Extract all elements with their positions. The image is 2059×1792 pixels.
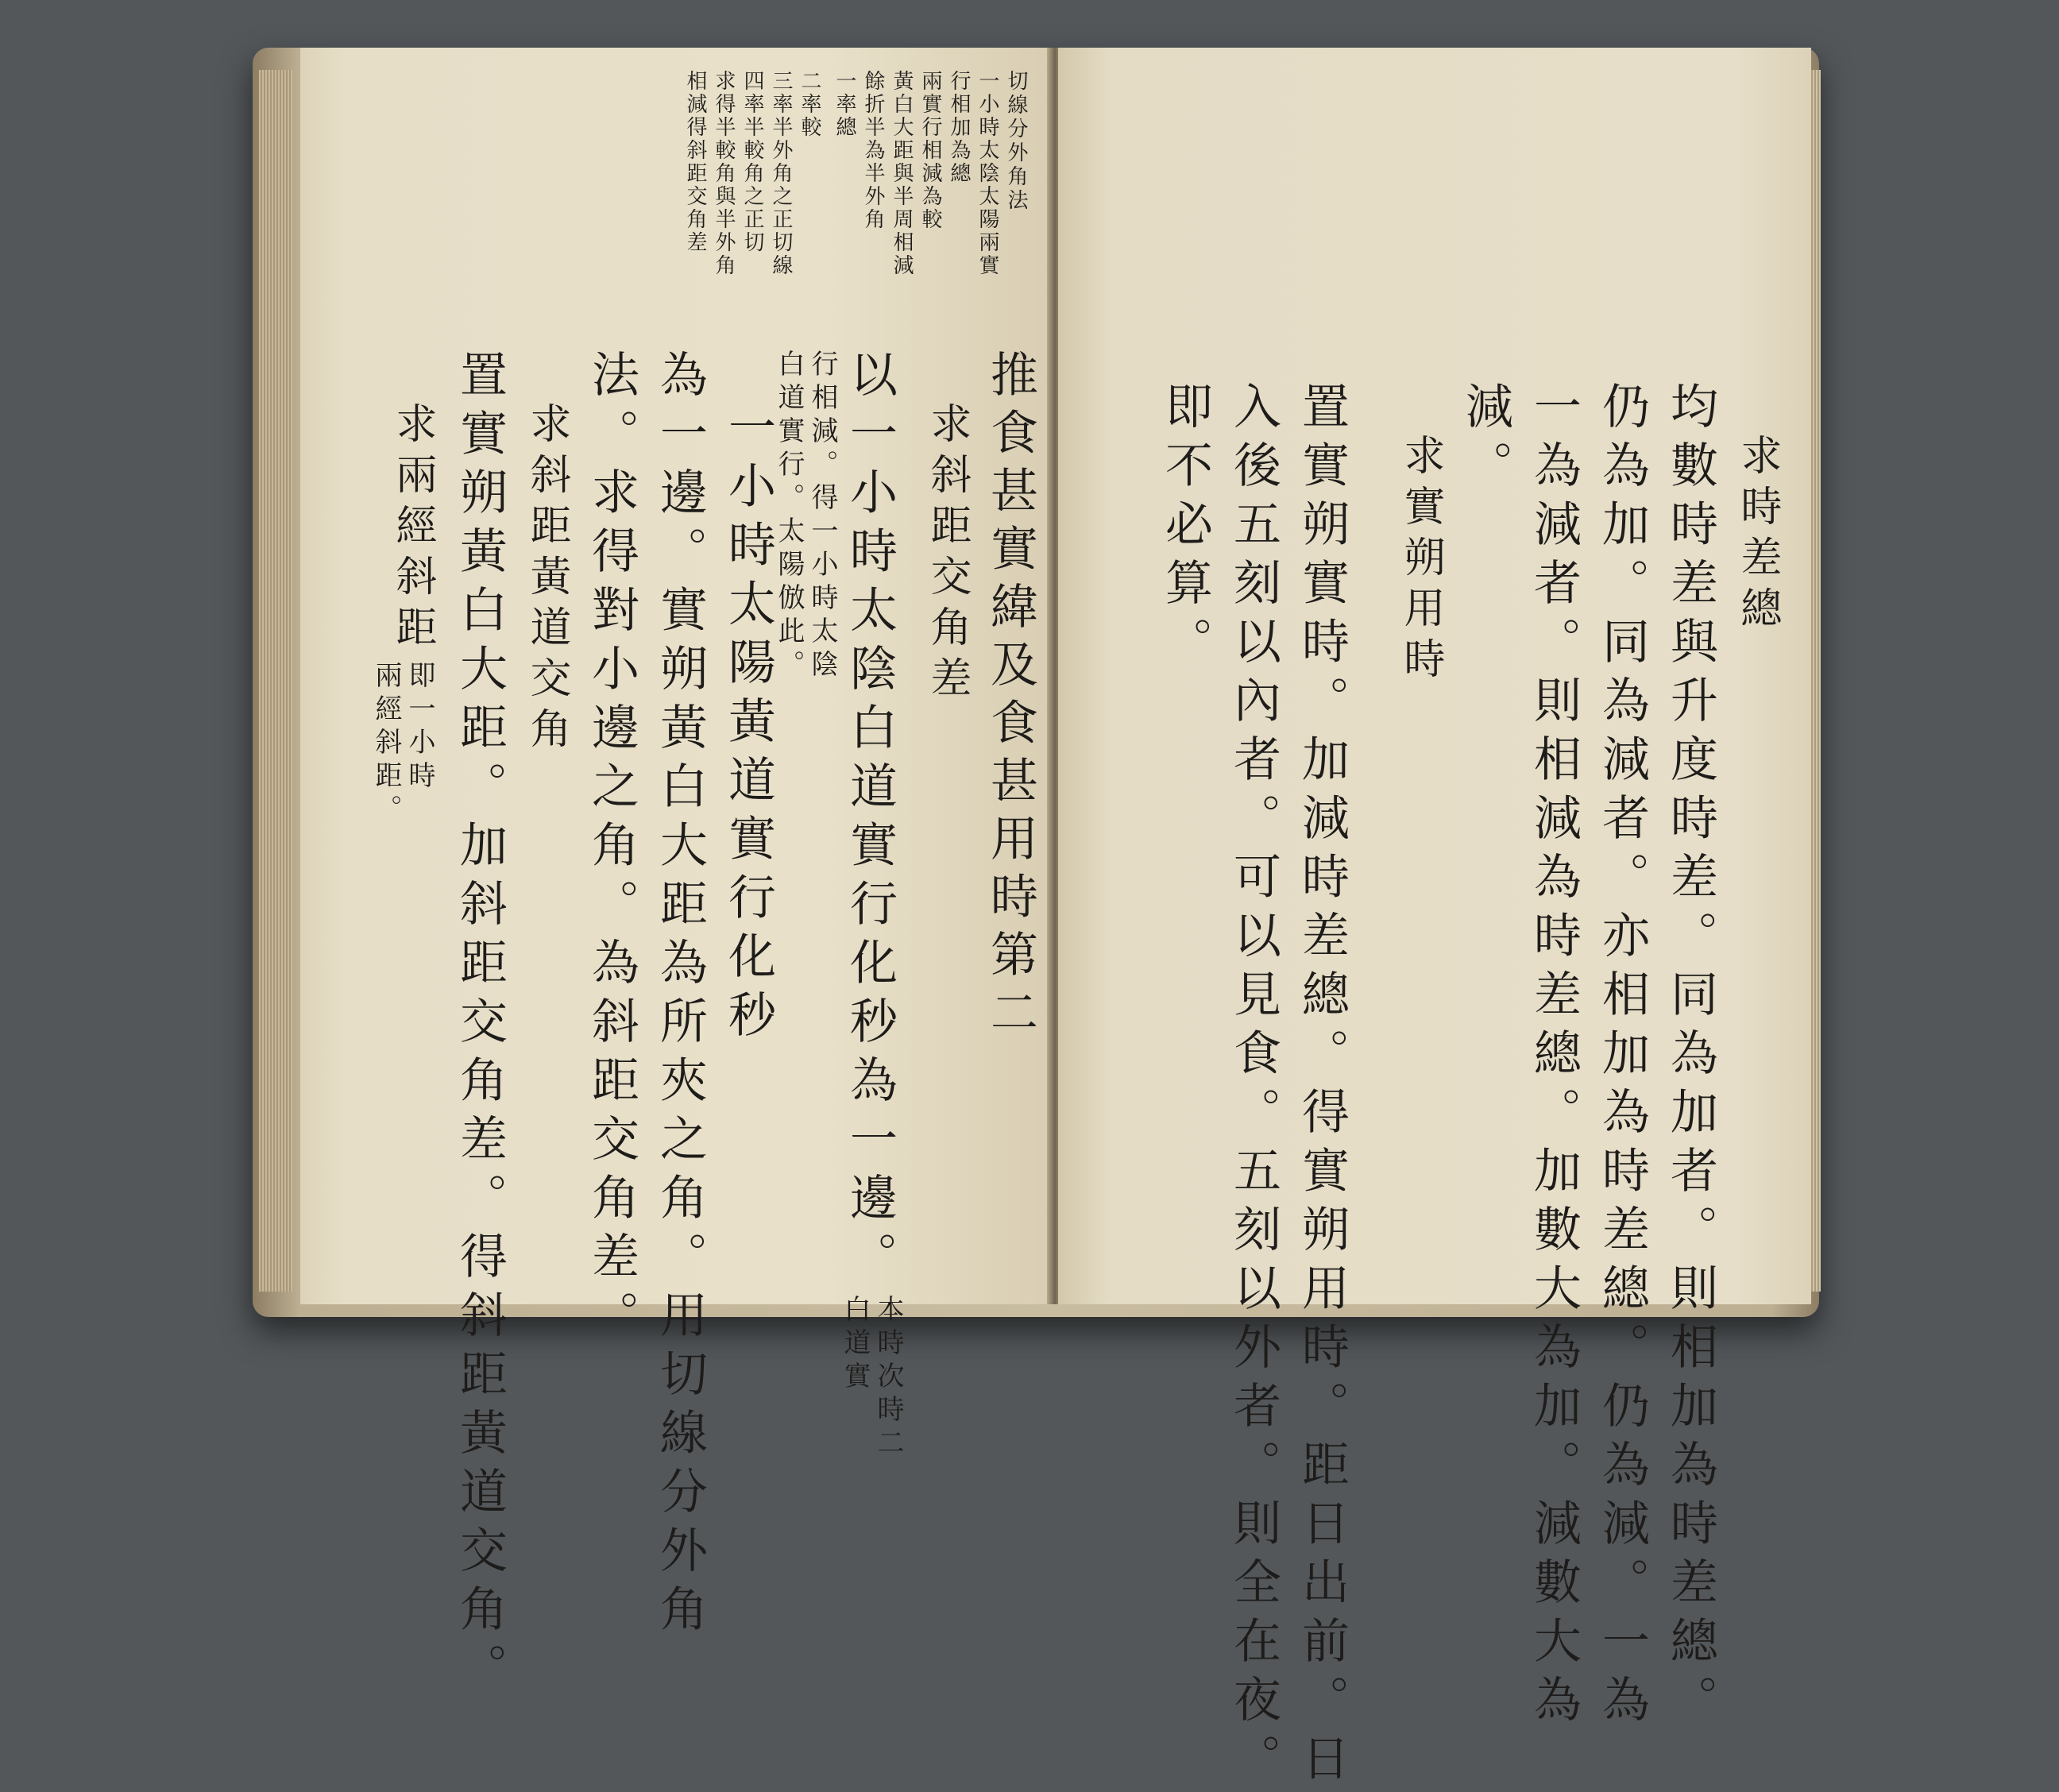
text-line: 法。求得對小邊之角。為斜距交角差。 bbox=[584, 350, 639, 1349]
section-heading: 求斜距黃道交角 bbox=[523, 402, 570, 758]
text-line: 置實朔實時。加減時差總。得實朔用時。距日出前。日 bbox=[1294, 381, 1350, 1792]
annotation-pair bbox=[772, 350, 836, 683]
annotation-line: 白道實行。太陽倣此。 bbox=[773, 350, 805, 683]
text-line: 均數時差與升度時差。同為加者。則相加為時差總。 bbox=[1663, 381, 1718, 1733]
chapter-title: 推食甚實緯及食甚用時第二 bbox=[983, 350, 1038, 1045]
text-line: 即不必算。 bbox=[1157, 381, 1213, 675]
text-column bbox=[367, 350, 435, 1273]
annotation-line: 即一小時 bbox=[404, 661, 435, 794]
right-page bbox=[1058, 48, 1811, 1792]
section-heading: 求實朔用時 bbox=[1396, 434, 1444, 688]
annotation-line: 白道實 bbox=[839, 1295, 871, 1395]
text-line: 減。 bbox=[1458, 381, 1513, 499]
page-edges-left bbox=[259, 70, 292, 1292]
note-line: 餘折半為半外角 bbox=[861, 70, 885, 231]
annotation-pair bbox=[838, 1295, 902, 1462]
note-line: 一率總 bbox=[832, 70, 856, 139]
text-line: 一小時太陽黃道實行化秒 bbox=[720, 402, 776, 1049]
note-line: 二率較 bbox=[798, 70, 821, 139]
note-line: 一小時太陰太陽兩實 bbox=[975, 70, 999, 277]
note-line: 求得半較角與半外角 bbox=[712, 70, 736, 277]
note-line: 四率半較角之正切 bbox=[740, 70, 764, 254]
note-line: 相減得斜距交角差 bbox=[683, 70, 707, 254]
annotation-pair bbox=[369, 661, 433, 828]
text-line: 一為減者。則相減為時差總。加數大為加。減數大為 bbox=[1526, 381, 1582, 1733]
section-heading: 求斜距交角差 bbox=[923, 402, 971, 707]
note-line: 切線分外角法 bbox=[1004, 70, 1028, 213]
annotation-line: 兩經斜距。 bbox=[370, 661, 402, 828]
note-line: 兩實行相減為較 bbox=[918, 70, 942, 231]
text-line: 以一小時太陰白道實行化秒為一邊。 bbox=[842, 350, 898, 1290]
note-line: 三率半外角之正切線 bbox=[769, 70, 793, 277]
section-heading: 求兩經斜距 bbox=[388, 402, 436, 656]
annotation-line: 本時次時二 bbox=[872, 1295, 904, 1462]
text-line: 入後五刻以內者。可以見食。五刻以外者。則全在夜。 bbox=[1226, 381, 1281, 1792]
note-line: 行相加為總 bbox=[947, 70, 971, 185]
annotation-line: 行相減。得一小時太陰 bbox=[806, 350, 838, 683]
note-line: 黃白大距與半周相減 bbox=[890, 70, 914, 277]
text-line: 仍為加。同為減者。亦相加為時差總。仍為減。一為 bbox=[1594, 381, 1650, 1733]
text-column bbox=[836, 350, 904, 1462]
text-line: 為一邊。實朔黃白大距為所夾之角。用切線分外角 bbox=[652, 350, 708, 1643]
section-heading: 求時差總 bbox=[1733, 434, 1781, 637]
text-line: 置實朔黃白大距。加斜距交角差。得斜距黃道交角。 bbox=[452, 350, 508, 1701]
left-page-main bbox=[300, 48, 1052, 1701]
